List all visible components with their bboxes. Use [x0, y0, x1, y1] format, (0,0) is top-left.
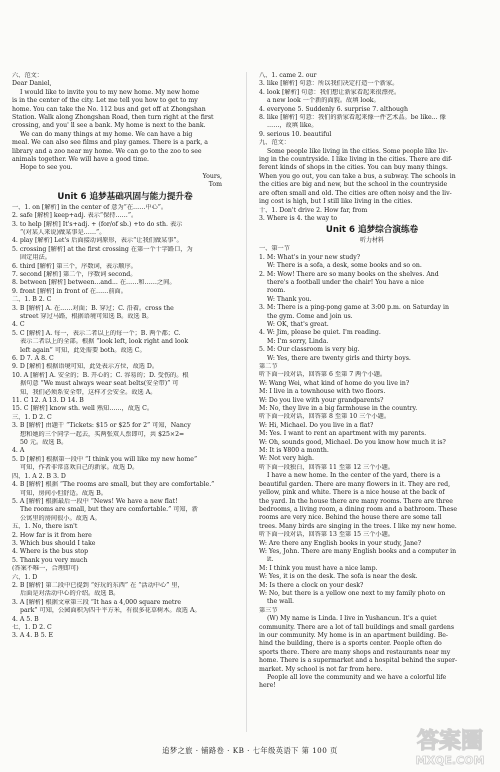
answer-line: 1. M: What's in your new study?: [259, 253, 361, 261]
answer-line: 2. M: Wow! There are so many books on the shelves. And: [259, 270, 439, 278]
answer-line: M: I think you must have a nice lamp.: [259, 564, 378, 572]
answer-line: Tom: [208, 181, 222, 189]
answer-line: 三、1. D 2. C: [12, 413, 52, 421]
answer-line: 表示二者以上的全部。根据 “look left, look right and look: [20, 338, 189, 346]
answer-line: trees. Many birds are singing in the trees. I like my new home.: [259, 522, 457, 530]
answer-line: 8. between [解析] between...and... 在……和……之间。: [12, 279, 176, 287]
answer-line: M: Is there a clock on your desk?: [259, 581, 364, 589]
answer-line: 5. Thank you very much: [12, 556, 88, 564]
answer-line: 一、1. on [解析] in the center of 意为“在……中心”。: [12, 203, 168, 211]
answer-line: library and a zoo near my home. We can go to the zoo to see: [12, 147, 202, 155]
answer-line: park” 可知，公园面积为四千平方米，有很多花草树木。故选 A。: [20, 607, 201, 615]
answer-line: 3. like [解析] 句意：所以我们决定打造一个新家。: [259, 80, 399, 88]
answer-line: W: Thank you.: [267, 295, 312, 303]
answer-line: 2. How far is it from here: [12, 531, 92, 539]
answer-line: “(对某人来说)做某事是……”。: [20, 228, 106, 236]
answer-line: 3. to help [解析] It's+adj. + (for/of sb.) +to do sth. 表示: [12, 220, 183, 228]
answer-line: the gym. Come and join us.: [267, 312, 353, 320]
answer-line: 九、范文：: [259, 139, 290, 147]
answer-line: 50 元。故选 B。: [20, 439, 68, 447]
answer-line: 2. B [解析] 第二段中已提到 “好玩的东西” 在 “活动中心” 里，: [12, 581, 184, 589]
answer-line: M: Yes. I want to rent an apartment with my parents.: [259, 430, 427, 438]
answer-line: 3. Which bus should I take: [12, 539, 96, 547]
answer-line: is in the center of the city. Let me tell you how to get to my: [12, 97, 198, 105]
answer-line: 四、1. A 2. B 3. D: [12, 472, 66, 480]
answer-line: W: Oh, sounds good, Michael. Do you know how much it is?: [259, 438, 446, 446]
answer-line: 八、1. came 2. our: [259, 72, 317, 79]
answer-line: the yard. In the house there are many rooms. There are three: [259, 497, 453, 505]
answer-line: 可知，房间小但舒适。故选 B。: [20, 489, 107, 497]
answer-line: 第三节: [259, 606, 278, 614]
answer-line: 9. front [解析] in front of 在……前面。: [12, 287, 127, 295]
answer-line: yellow, pink and white. There is a nice house at the back of: [259, 489, 445, 497]
answer-line: home. There is a supermarket and a hospital behind the super-: [259, 657, 458, 665]
answer-line: W: Yes, there are twenty girls and thirty boys.: [267, 354, 411, 362]
answer-line: home. You can take the No. 112 bus and get off at Zhongshan: [12, 105, 206, 113]
answer-line: 知，我们必须系安全带，这样才会安全。故选 A。: [20, 388, 157, 396]
answer-line: W: Wang Wei, what kind of home do you live in?: [259, 379, 410, 387]
answer-line: 4. W: Jim, please be quiet. I'm reading.: [259, 329, 381, 337]
answer-line: 公寓里的房间很小。故选 A。: [20, 514, 101, 522]
answer-line: 可知，作者非常喜欢自己的新家。故选 D。: [20, 464, 139, 472]
answer-line: W: There is a sofa, a desk, some books and so on.: [267, 262, 422, 270]
left-answer-column: [12, 72, 238, 641]
answer-line: W: No, but there is a yellow one next to my family photo on: [259, 589, 446, 597]
answer-line: 9. serious 10. beautiful: [259, 130, 332, 138]
watermark-url: MXQE.COM: [415, 754, 485, 767]
answer-line: 想和她的三个同学一起去，买两张双人票即可，共 $25×2=: [20, 430, 185, 438]
answer-line: M: I'm sorry, Linda.: [267, 337, 329, 345]
answer-line: rooms are very nice. Behind the house there are some tall: [259, 514, 442, 522]
answer-line: 4. B [解析] 根据 “The rooms are small, but they are comfortable.”: [12, 481, 215, 489]
answer-line: M: I live in a townhouse with two floors.: [259, 388, 386, 396]
answer-line: 3. A [解析] 根据文章第三段 “It has a 4,000 square metre: [12, 598, 181, 606]
answer-line: W: Hi, Michael. Do you live in a flat?: [259, 421, 374, 429]
answer-line: 听下面一段独白，回答第 11 至第 12 三个小题。: [259, 463, 394, 471]
answer-line: ing cost is high, but I still like living in the cities.: [259, 198, 413, 206]
answer-line: (答案不唯一，合理即可): [12, 565, 79, 573]
answer-line: 后面是对活动中心的介绍。故选 B。: [20, 590, 120, 598]
answer-line: Dear Daniel,: [12, 80, 52, 88]
answer-line: meal. We can also see films and play games. There is a park, a: [12, 139, 208, 147]
answer-line: 听下面一段对话，回答第 8 至第 10 三个小题。: [259, 413, 391, 421]
answer-line: 6. third [解析] 第三个，序数词，表示顺序。: [12, 262, 137, 270]
answer-line: Some people like living in the cities. Some people like liv-: [267, 147, 449, 155]
answer-line: ferent kinds of shops in the cities. You can buy many things.: [259, 164, 448, 172]
answer-line: 听下面一段对话，回答第 13 至第 15 三个小题。: [259, 531, 394, 539]
answer-line: 8. like [解析] 句意：我们的新家看起来像一件艺术品。be like... 像: [259, 114, 446, 122]
answer-line: a new look 一个新的面貌。故填 look。: [267, 97, 380, 105]
section-subtitle: 听力材料: [359, 237, 384, 245]
answer-line: M: No, they live in a big farmhouse in the country.: [259, 405, 418, 413]
answer-line: 六、1. D: [12, 573, 38, 581]
answer-line: beautiful garden. There are many flowers in it. They are red,: [259, 480, 451, 488]
answer-line: 3. Where is 4. the way to: [259, 214, 338, 222]
answer-line: W: Yes, John. There are many English books and a computer in: [259, 547, 457, 555]
answer-line: 9. D [解析] 根据语境可知，此处表示方位，故选 D。: [12, 363, 159, 371]
answer-line: 5. M: Our classroom is very big.: [259, 346, 360, 354]
answer-line: We can do many things at my home. We can have a big: [20, 130, 193, 138]
answer-line: 六、范文：: [12, 72, 43, 79]
answer-line: Station. Walk along Zhongshan Road, then turn right at the first: [12, 114, 214, 122]
answer-line: in our community. My home is in an apartment building. Be-: [259, 632, 449, 639]
answer-line: 3. B [解析] A. 在……对面；B. 穿过；C. 沿着。cross the: [12, 304, 174, 312]
answer-line: hind the building, there is a sports center. People often do: [259, 640, 442, 648]
answer-line: bedrooms, a living room, a dining room and a bathroom. These: [259, 505, 458, 513]
answer-line: W: OK, that's great.: [267, 320, 329, 328]
answer-line: sports there. There are many shops and restaurants near my: [259, 648, 451, 656]
answer-line: 第二节: [259, 363, 278, 370]
answer-line: 3. B [解析] 由题干 “Tickets: $15 or $25 for 2” 可知，Nancy: [12, 422, 191, 430]
answer-line: 据句意 “We must always wear seat belts(安全带)” 可: [20, 380, 179, 388]
watermark-main: 答案圈: [416, 729, 484, 754]
page-footer: 追梦之旅 · 铺路卷 · KB · 七年级英语下 第 100 页: [162, 746, 338, 755]
answer-line: M: It is ¥800 a month.: [259, 447, 329, 455]
answer-line: When you go out, you can take a bus, a subway. The schools in: [259, 172, 456, 180]
answer-line: Hope to see you.: [20, 164, 73, 172]
answer-line: here!: [259, 682, 276, 690]
answer-line: 固定用法。: [20, 254, 51, 262]
answer-line: left again” 可知，此处需要 both。故选 C。: [20, 346, 146, 354]
answer-line: W: Are there any English books in your study, Jane?: [259, 539, 422, 547]
answer-line: 10. A [解析] A. 安全的；B. 开心的；C. 容易的；D. 受伤的。根: [12, 371, 189, 379]
answer-line: 15. C [解析] know sth. well 熟知……，故选 C。: [12, 405, 154, 413]
answer-line: ……，故填 like。: [267, 122, 318, 130]
answer-line: I would like to invite you to my new home. My new home: [20, 88, 200, 96]
answer-line: W: Do you live with your grandparents?: [259, 396, 384, 404]
answer-line: The rooms are small, but they are comfortable.” 可知，新: [20, 506, 198, 514]
answer-line: 4. play [解析] Let's 后面接动词原形，表示“让我们做某事”。: [12, 237, 183, 245]
section-title: Unit 6 追梦综合演练卷: [325, 225, 419, 236]
answer-line: 二、1. B 2. C: [12, 296, 52, 304]
answer-line: market. My school is not far from here.: [259, 665, 383, 673]
answer-line: there's a football under the chair! You have a nice: [267, 278, 424, 286]
answer-line: 5. C [解析] A. 每一，表示二者以上的每一个；B. 两个都；C.: [12, 329, 181, 337]
answer-line: room.: [267, 287, 286, 295]
answer-line: 4. A: [12, 447, 25, 455]
watermark-logo: [406, 718, 494, 768]
answer-line: 4. C: [12, 321, 25, 329]
answer-line: the wall.: [267, 598, 295, 606]
answer-line: 3. A 4. B 5. E: [12, 632, 54, 640]
answer-line: community. There are a lot of tall buildings and small gardens: [259, 623, 455, 631]
answer-line: are often small and old. The cities are often noisy and the liv-: [259, 189, 452, 197]
answer-line: 5. A [解析] 根据最后一段中 “News! We have a new flat!: [12, 497, 178, 505]
answer-line: the cities are big and new, but the school in the countryside: [259, 181, 448, 189]
answer-line: 7. second [解析] 第二个，序数词 second。: [12, 270, 137, 278]
answer-line: 4. everyone 5. Suddenly 6. surprise 7. although: [259, 105, 408, 113]
answer-line: 4. look [解析] 句意：我们想让新家看起来很漂亮。: [259, 88, 401, 96]
answer-line: 2. safe [解析] keep+adj. 表示“保持……”。: [12, 212, 138, 220]
answer-line: 5. crossing [解析] at the first crossing 在第一个十字路口，为: [12, 245, 193, 253]
answer-line: street 穿过马路，根据语境可知选 B。故选 B。: [20, 312, 153, 320]
answer-line: 5. D [解析] 根据第一段中 “I think you will like my new home”: [12, 455, 198, 463]
answer-line: W: Yes, it is on the desk. The sofa is near the desk.: [259, 573, 418, 581]
answer-line: 4. Where is the bus stop: [12, 548, 89, 556]
answer-line: Yours,: [202, 172, 222, 180]
answer-line: I have a new home. In the center of the yard, there is a: [267, 472, 441, 480]
answer-line: 6. D 7. A 8. C: [12, 355, 54, 362]
answer-line: 七、1. D 2. C: [12, 624, 52, 631]
right-answer-column: [259, 72, 485, 691]
answer-line: 3. M: There is a ping-pong game at 3:00 p.m. on Saturday in: [259, 304, 449, 312]
answer-line: 11. C 12. A 13. D 14. B: [12, 397, 84, 405]
answer-line: 4. A 5. B: [12, 615, 39, 623]
column-divider: [246, 72, 247, 732]
answer-line: W: Not very high.: [259, 455, 314, 463]
answer-line: (W) My name is Linda. I live in Yushancun. It's a quiet: [267, 615, 437, 623]
answer-line: 五、1. No, there isn't: [12, 523, 78, 531]
answer-line: ing in the countryside. I like living in the cities. There are dif-: [259, 156, 453, 164]
answer-line: crossing, and you' ll see a bank. My home is next to the bank.: [12, 122, 206, 130]
answer-line: 一、第一节: [259, 245, 290, 253]
answer-line: 听下面一段对话，回答第 6 至第 7 两个小题。: [259, 371, 387, 379]
answer-line: animals together. We will have a good time.: [12, 156, 149, 164]
section-title: Unit 6 追梦基础巩固与能力提升卷: [57, 191, 193, 202]
answer-line: 十、1. Don't drive 2. How far, from: [259, 206, 368, 214]
answer-line: it.: [267, 556, 274, 564]
answer-line: People all love the community and we have a colorful life: [267, 674, 447, 682]
